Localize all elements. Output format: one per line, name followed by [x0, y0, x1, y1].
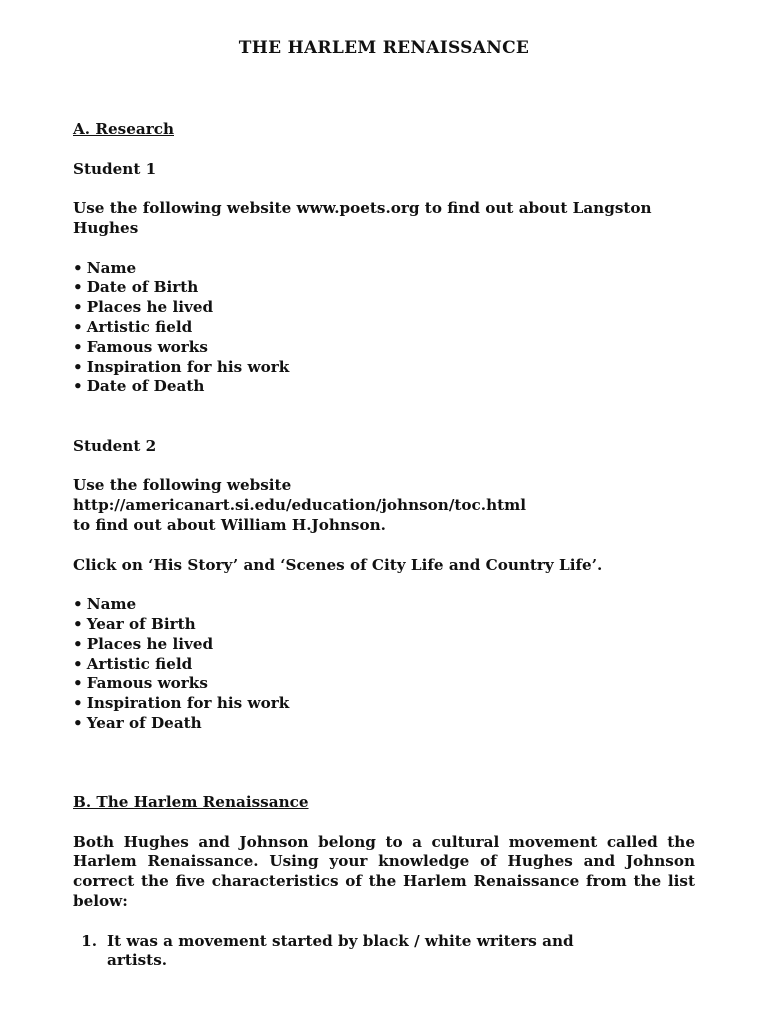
list-item: • Famous works: [73, 338, 695, 358]
student1-checklist: [73, 259, 695, 398]
student2-instruction-line3: to find out about William H.Johnson.: [73, 515, 386, 534]
list-item: • Famous works: [73, 674, 695, 694]
student2-checklist: [73, 595, 695, 734]
list-item-number: 1.: [81, 931, 97, 950]
section-b-heading: B. The Harlem Renaissance: [73, 793, 309, 812]
list-item: • Inspiration for his work: [73, 694, 695, 714]
list-item: • Date of Death: [73, 377, 695, 397]
list-item: • Artistic field: [73, 655, 695, 675]
list-item: • Name: [73, 259, 695, 279]
section-a-heading: A. Research: [73, 120, 174, 138]
characteristics-list: [73, 932, 695, 972]
page-title: THE HARLEM RENAISSANCE: [238, 38, 530, 58]
student1-label: Student 1: [73, 159, 157, 178]
student1-instruction: Use the following website www.poets.org to find out about Langston Hughes: [73, 199, 652, 237]
list-item: • Date of Birth: [73, 278, 695, 298]
list-item: • Artistic field: [73, 318, 695, 338]
student2-click-instruction: Click on ‘His Story’ and ‘Scenes of City Life and Country Life’.: [73, 555, 603, 574]
list-item-text: It was a movement started by black / white writers and artists.: [107, 931, 574, 970]
list-item: • Places he lived: [73, 635, 695, 655]
list-item: • Inspiration for his work: [73, 358, 695, 378]
student2-instruction-line1: Use the following website: [73, 476, 292, 495]
student2-label: Student 2: [73, 436, 157, 455]
list-item: • Year of Birth: [73, 615, 695, 635]
list-item: • Year of Death: [73, 714, 695, 734]
document-body: [73, 120, 695, 971]
list-item: [73, 932, 695, 972]
student2-url: http://americanart.si.edu/education/johnson/toc.html: [73, 496, 526, 515]
section-b-paragraph: Both Hughes and Johnson belong to a cultural movement called the Harlem Renaissance. Using your knowledge of Hughes and Johnson correct the five characteristics of the Harlem Renaissance from the list below:: [73, 832, 695, 911]
list-item: • Name: [73, 595, 695, 615]
list-item: • Places he lived: [73, 298, 695, 318]
